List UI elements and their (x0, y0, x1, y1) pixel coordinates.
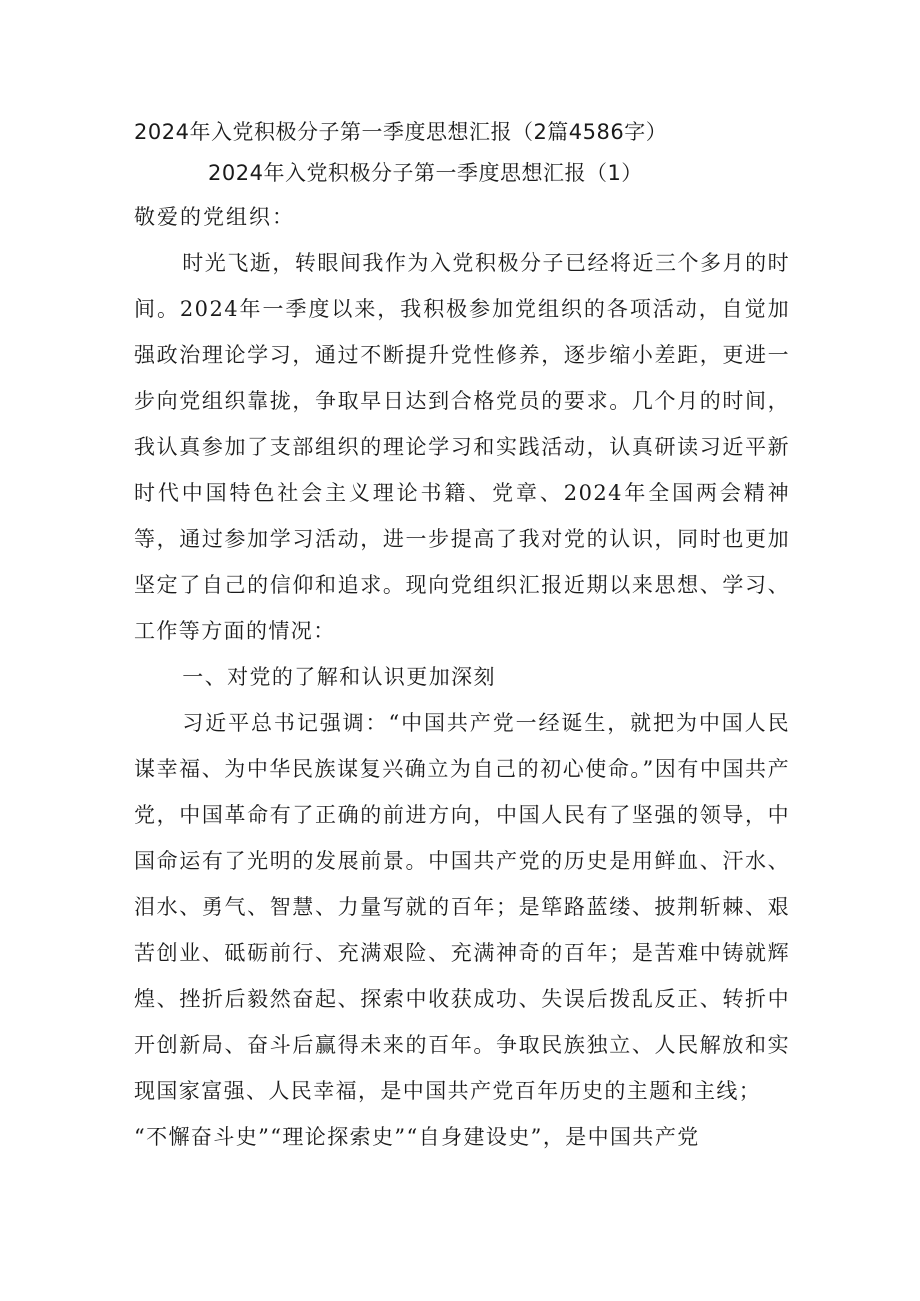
document-page (134, 112, 790, 1160)
paragraph-2: 习近平总书记强调：“中国共产党一经诞生，就把为中国人民谋幸福、为中华民族谋复兴确立为自己的初心使命。”因有中国共产党，中国革命有了正确的前进方向，中国人民有了坚强的领导，中国命运有了光明的发展前景。中国共产党的历史是用鲜血、汗水、泪水、勇气、智慧、力量写就的百年；是筚路蓝缕、披荆斩棘、艰苦创业、砥砺前行、充满艰险、充满神奇的百年；是苦难中铸就辉煌、挫折后毅然奋起、探索中收获成功、失误后拨乱反正、转折中开创新局、奋斗后赢得未来的百年。争取民族独立、人民解放和实现国家富强、人民幸福，是中国共产党百年历史的主题和主线； (134, 711, 790, 1103)
salutation: 敬爱的党组织： (134, 205, 295, 229)
paragraph-3: “不懈奋斗史”“理论探索史”“自身建设史”，是中国共产党 (134, 1125, 700, 1149)
document-title: 2024年入党积极分子第一季度思想汇报（2篇4586字） (134, 120, 668, 144)
document-subtitle: 2024年入党积极分子第一季度思想汇报（1） (208, 161, 643, 185)
section-heading-1: 一、对党的了解和认识更加深刻 (182, 665, 496, 689)
paragraph-1: 时光飞逝，转眼间我作为入党积极分子已经将近三个多月的时间。2024年一季度以来，我积极参加党组织的各项活动，自觉加强政治理论学习，通过不断提升党性修养，逐步缩小差距，更进一步向党组织靠拢，争取早日达到合格党员的要求。几个月的时间，我认真参加了支部组织的理论学习和实践活动，认真研读习近平新时代中国特色社会主义理论书籍、党章、2024年全国两会精神等，通过参加学习活动，进一步提高了我对党的认识，同时也更加坚定了自己的信仰和追求。现向党组织汇报近期以来思想、学习、工作等方面的情况： (134, 251, 790, 643)
